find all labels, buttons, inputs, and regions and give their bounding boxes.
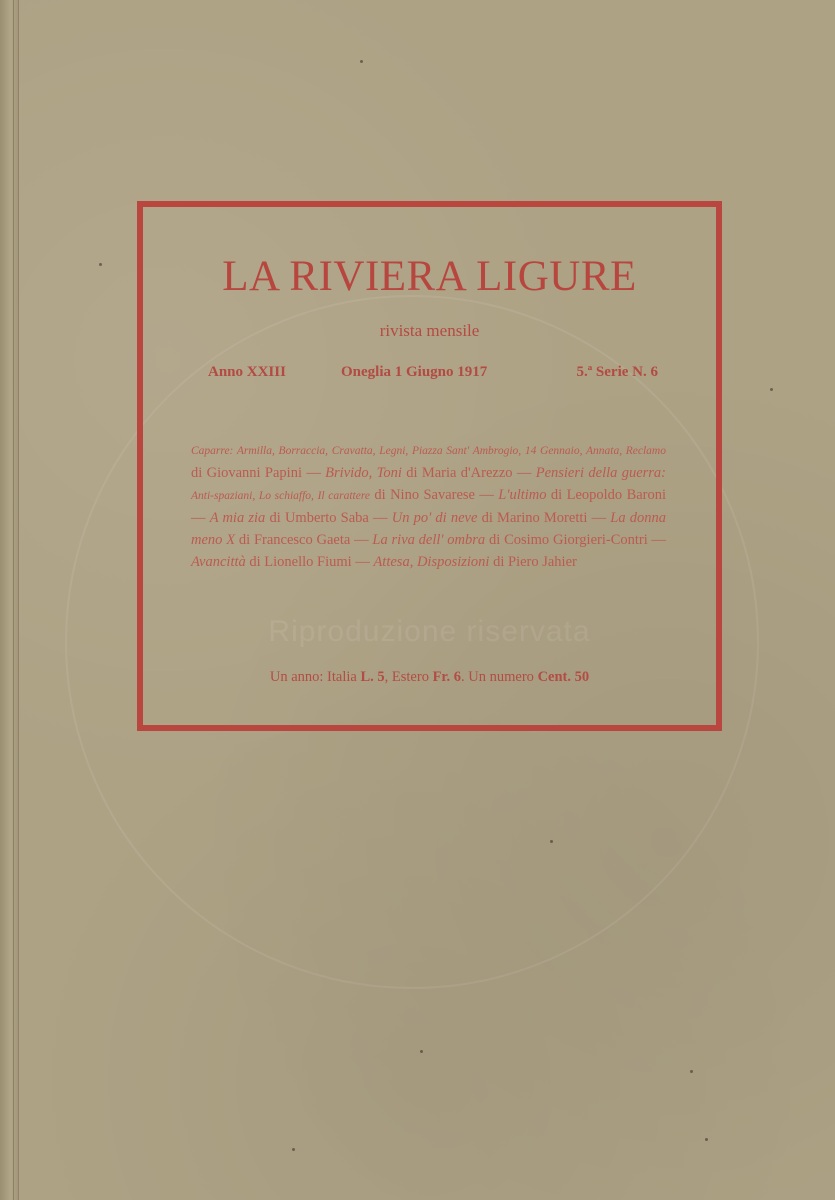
price-single-issue: Cent. 50 <box>537 669 590 685</box>
magazine-title: LA RIVIERA LIGURE <box>222 253 637 300</box>
price-text-1: Un anno: Italia <box>269 669 357 685</box>
contents-separator: — <box>191 510 210 526</box>
paper-speck <box>360 60 363 63</box>
issue-year: Anno XXIII <box>208 364 286 380</box>
contents-item <box>325 465 512 481</box>
contents-di: di <box>401 465 422 481</box>
contents-separator: — <box>647 532 667 548</box>
contents-di: di <box>265 510 285 526</box>
page-spine <box>0 0 19 1200</box>
contents-title: La donna meno X <box>191 510 667 548</box>
contents-item <box>373 554 576 570</box>
contents-di: di <box>477 510 498 526</box>
contents-di: di <box>489 554 508 570</box>
contents-separator: — <box>368 510 392 526</box>
contents-author: Francesco Gaeta <box>253 532 351 548</box>
issue-series: 5.ª Serie N. 6 <box>576 364 658 380</box>
contents-separator: — <box>475 487 499 503</box>
contents-item <box>372 532 647 548</box>
magazine-subtitle: rivista mensile <box>379 321 480 340</box>
paper-speck <box>705 1138 708 1141</box>
contents-author: Leopoldo Baroni <box>566 487 667 503</box>
price-text-3: . Un numero <box>461 669 534 685</box>
paper-speck <box>292 1148 295 1151</box>
contents-item <box>498 487 666 503</box>
price-abroad: Fr. 6 <box>432 669 462 685</box>
paper-speck <box>99 263 102 266</box>
contents-item <box>392 510 588 526</box>
contents-item <box>191 554 352 570</box>
contents-author: Piero Jahier <box>508 554 577 570</box>
contents-title: Un po' di neve <box>391 510 478 526</box>
paper-speck <box>690 1070 693 1073</box>
contents-author: Cosimo Giorgieri-Contri <box>504 532 648 548</box>
contents-author: Maria d'Arezzo <box>421 465 513 481</box>
contents-di: di <box>546 487 567 503</box>
subscription-prices <box>143 669 716 686</box>
contents-author: Giovanni Papini <box>206 465 302 481</box>
contents-title: Avancittà <box>191 554 246 570</box>
contents-subtitles: Anti-spaziani, Lo schiaffo, Il carattere <box>191 490 370 502</box>
contents-author: Marino Moretti <box>497 510 588 526</box>
contents-di: di <box>235 532 254 548</box>
price-italy: L. 5 <box>360 669 385 685</box>
paper-speck <box>420 1050 423 1053</box>
contents-title: Caparre: Armilla, Borraccia, Cravatta, Legni, Piazza Sant' Ambrogio, 14 Gennaio, Annata, Reclamo <box>191 445 666 457</box>
contents-author: Umberto Saba <box>284 510 369 526</box>
contents-di: di <box>485 532 505 548</box>
contents-title: L'ultimo <box>498 487 547 503</box>
paper-speck <box>770 388 773 391</box>
fold-line <box>13 0 14 1200</box>
contents-separator: — <box>301 465 326 481</box>
watermark-text: Riproduzione riservata <box>268 615 591 648</box>
contents-title: A mia zia <box>209 510 266 526</box>
contents-item <box>210 510 369 526</box>
price-text-2: , Estero <box>384 669 429 685</box>
contents-title: Pensieri della guerra: <box>535 465 667 481</box>
contents-title: Brivido, Toni <box>325 465 402 481</box>
contents-separator: — <box>587 510 611 526</box>
contents-title: La riva dell' ombra <box>372 532 486 548</box>
contents-di: di <box>369 487 391 503</box>
contents-separator: — <box>512 465 536 481</box>
contents-author: Lionello Fiumi <box>264 554 352 570</box>
cover-frame <box>137 201 722 731</box>
issue-row <box>208 364 658 388</box>
contents-di: di <box>245 554 265 570</box>
contents-separator: — <box>350 532 373 548</box>
contents-author: Nino Savarese <box>390 487 475 503</box>
paper-speck <box>550 840 553 843</box>
issue-place-date: Oneglia 1 Giugno 1917 <box>341 364 488 380</box>
contents-separator: — <box>351 554 374 570</box>
table-of-contents <box>191 439 666 573</box>
contents-di: di <box>191 465 207 481</box>
contents-title: Attesa, Disposizioni <box>373 554 490 570</box>
